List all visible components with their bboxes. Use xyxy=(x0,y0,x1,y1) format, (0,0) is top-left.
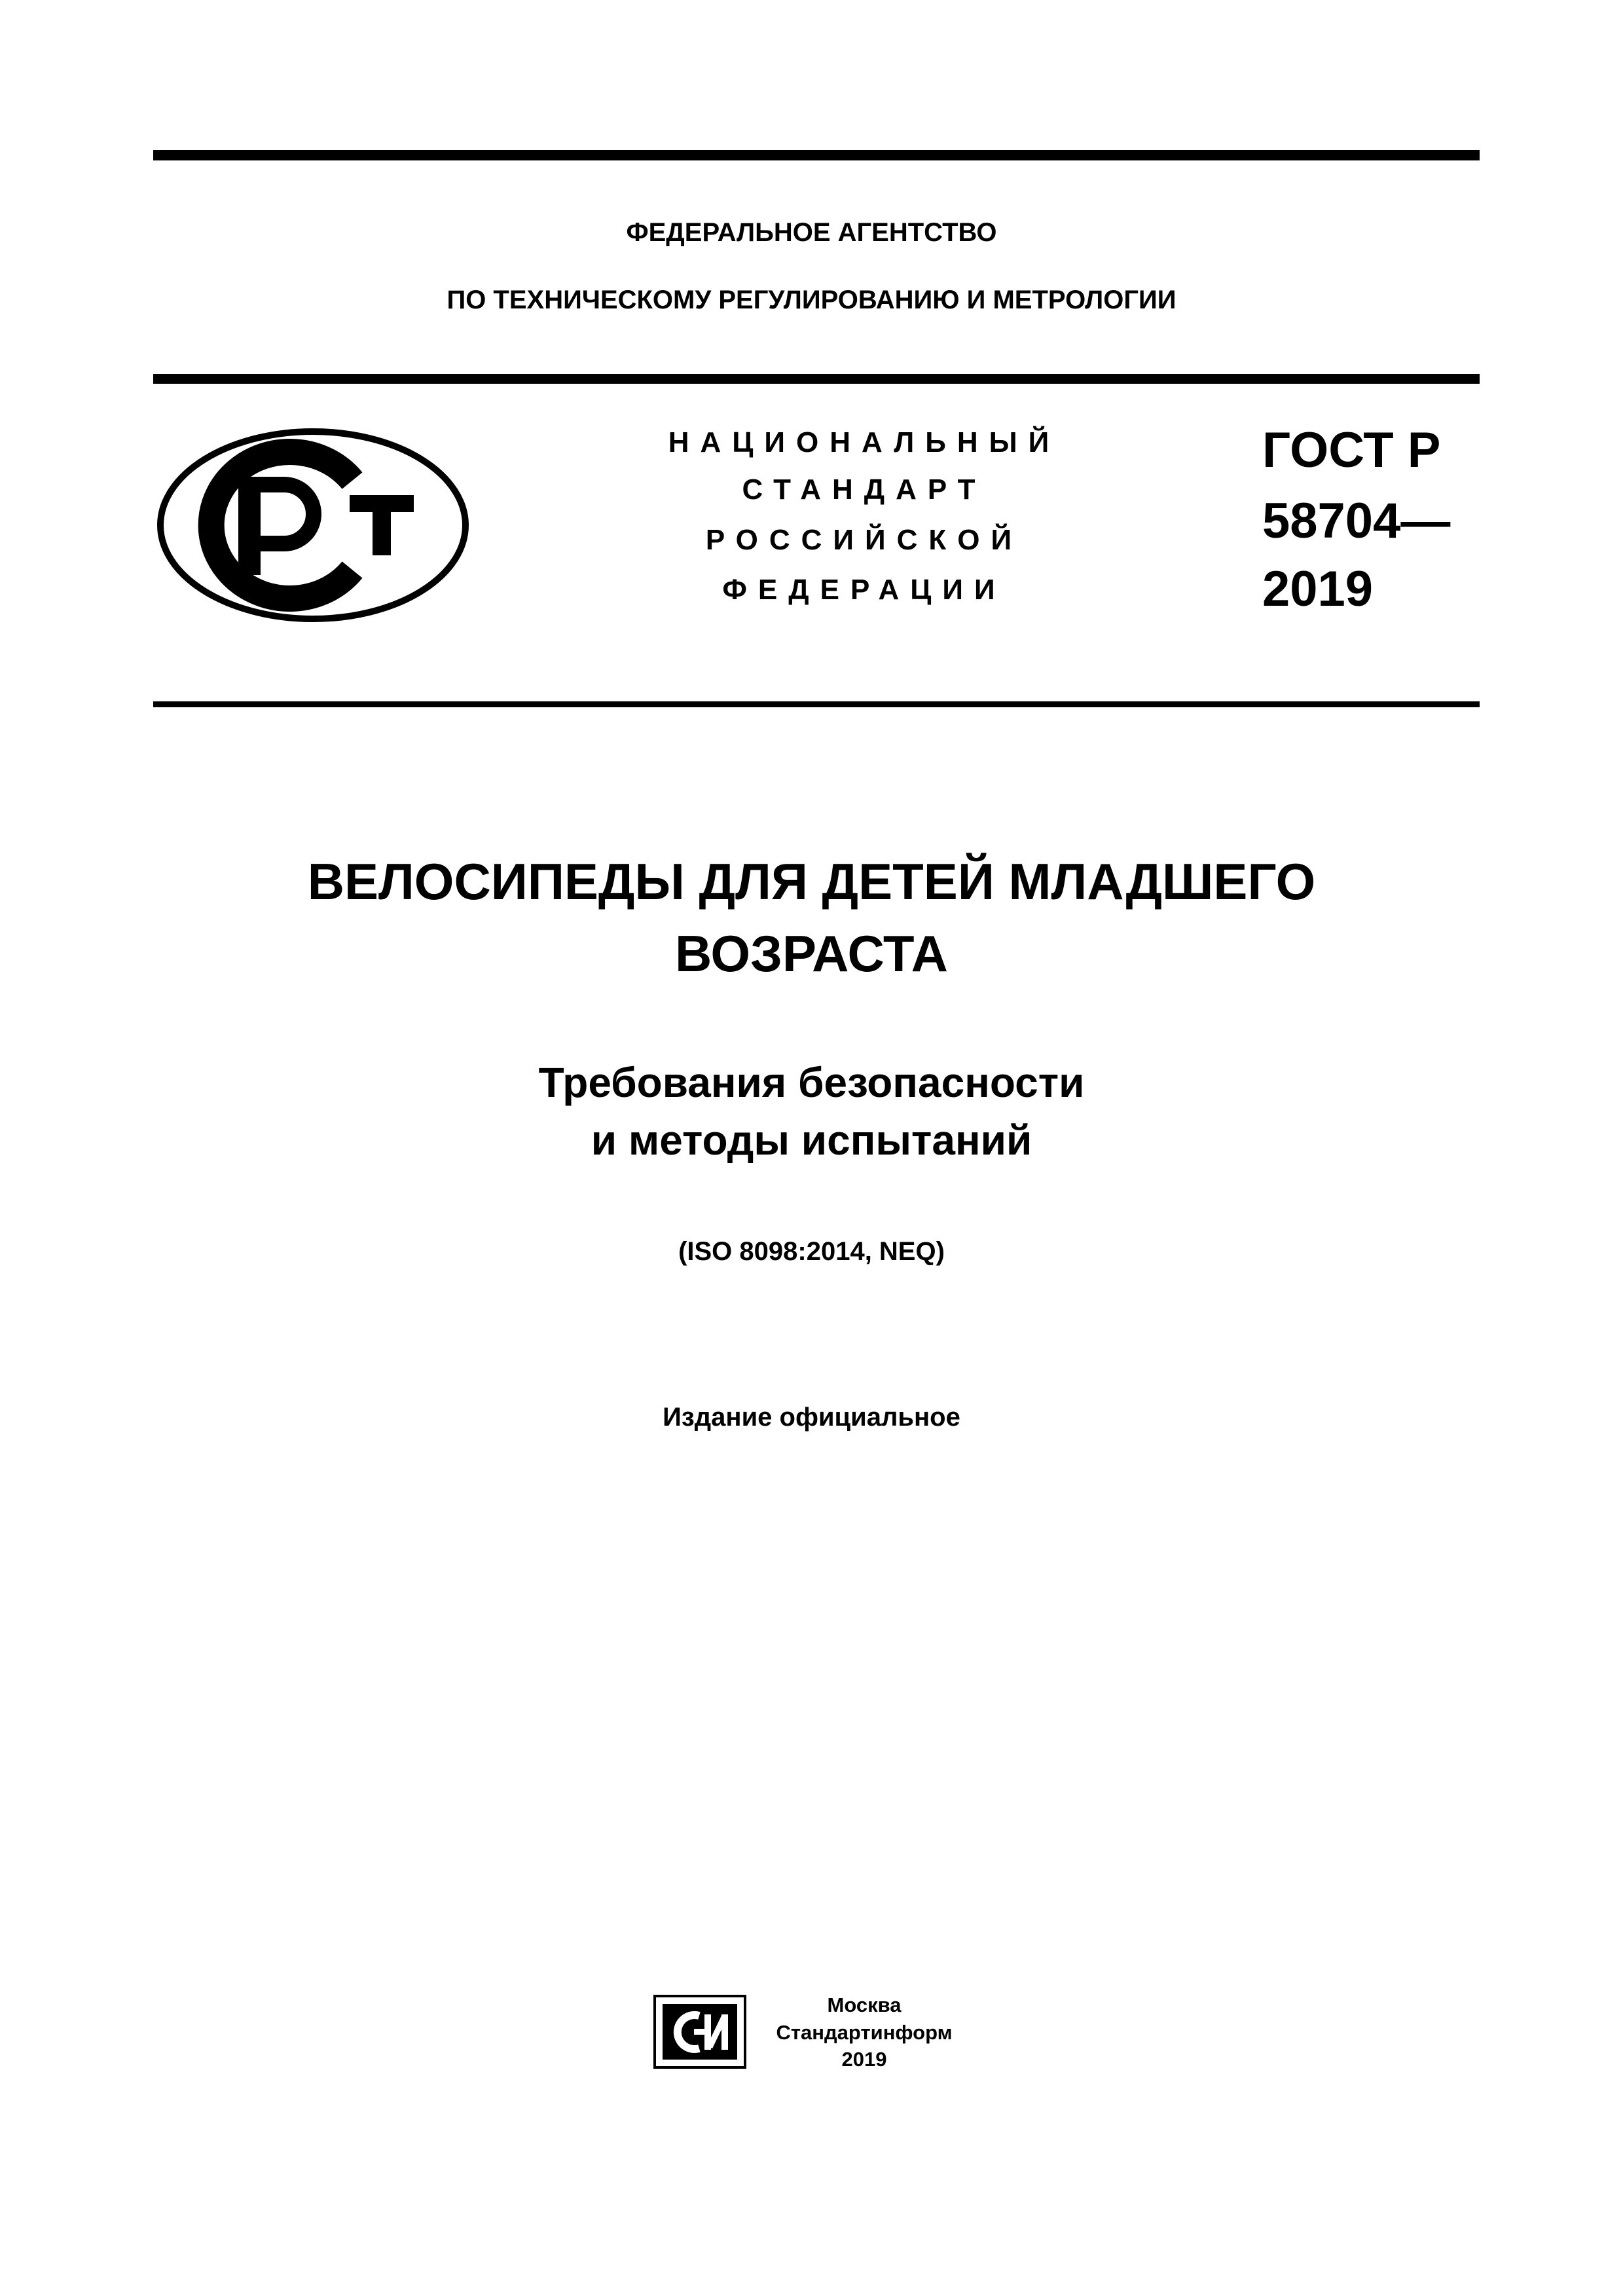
publisher-year: 2019 xyxy=(841,2048,887,2071)
document-subtitle-line-1: Требования безопасности xyxy=(538,1059,1085,1106)
rst-certification-logo-icon xyxy=(156,427,470,623)
document-title-line-1: ВЕЛОСИПЕДЫ ДЛЯ ДЕТЕЙ МЛАДШЕГО xyxy=(307,853,1316,910)
top-rule xyxy=(153,150,1480,160)
agency-line-2: ПО ТЕХНИЧЕСКОМУ РЕГУЛИРОВАНИЮ И МЕТРОЛОГИИ xyxy=(447,286,1176,314)
standard-rule xyxy=(153,701,1480,707)
header-rule xyxy=(153,374,1480,384)
iso-reference: (ISO 8098:2014, NEQ) xyxy=(678,1237,945,1266)
agency-line-1: ФЕДЕРАЛЬНОЕ АГЕНТСТВО xyxy=(626,218,997,247)
gost-code-line-2: 58704— xyxy=(1262,493,1451,549)
gost-code-line-1: ГОСТ Р xyxy=(1262,422,1441,478)
document-title-line-2: ВОЗРАСТА xyxy=(675,925,948,982)
publisher-city: Москва xyxy=(827,1993,902,2016)
national-line-2: СТАНДАРТ xyxy=(742,473,987,506)
document-subtitle-line-2: и методы испытаний xyxy=(591,1117,1032,1164)
gost-code-line-3: 2019 xyxy=(1262,561,1374,617)
publisher-name: Стандартинформ xyxy=(776,2021,953,2044)
edition-label: Издание официальное xyxy=(663,1403,960,1432)
national-line-3: РОССИЙСКОЙ xyxy=(705,524,1023,556)
national-line-4: ФЕДЕРАЦИИ xyxy=(722,574,1006,606)
standartinform-logo-icon xyxy=(653,1995,746,2069)
national-line-1: НАЦИОНАЛЬНЫЙ xyxy=(668,426,1061,458)
